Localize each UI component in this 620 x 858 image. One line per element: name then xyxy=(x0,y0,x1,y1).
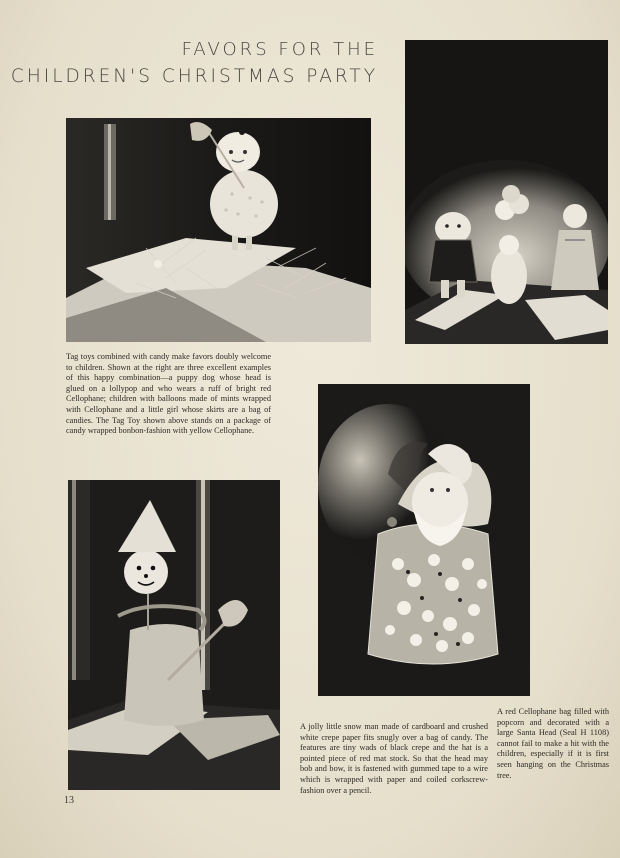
photo-three-tag-toys xyxy=(405,40,608,344)
caption-snow-man: A jolly little snow man made of cardboard and crushed white crepe paper fits snugly over a bag of candy. The features are tiny wads of black crepe and the hat is a pointed piece of red mat stock. So that the head may bob and bow, it is fastened with gummed tape to a wire which is wrapped with paper and coiled corkscrew-fashion over a pencil. xyxy=(300,722,488,795)
page-number: 13 xyxy=(64,795,74,806)
caption-santa-bag: A red Cellophane bag filled with popcorn and decorated with a large Santa Head (Seal H 1108) cannot fail to make a hit with the children, especially if it is first seen hanging on the Christmas tree. xyxy=(497,707,609,780)
photo-tag-toy-girl xyxy=(66,118,371,342)
page-title xyxy=(11,36,378,90)
title-line-1: FAVORS FOR THE xyxy=(181,39,378,60)
photo-snow-man xyxy=(68,480,280,790)
photo-santa-popcorn-bag xyxy=(318,384,530,696)
title-line-2: CHILDREN'S CHRISTMAS PARTY xyxy=(10,66,378,87)
caption-tag-toys: Tag toys combined with candy make favors doubly welcome to children. Shown at the right are three excellent examples of this happy combination—a puppy dog whose head is glued on a lollypop and who wears a ruff of bright red Cellophane; children with balloons made of mints wrapped with Cellophane and a little girl whose skirts are a bag of candies. The Tag Toy shown above stands on a package of candy wrapped bonbon-fashion with yellow Cellophane. xyxy=(66,352,271,436)
